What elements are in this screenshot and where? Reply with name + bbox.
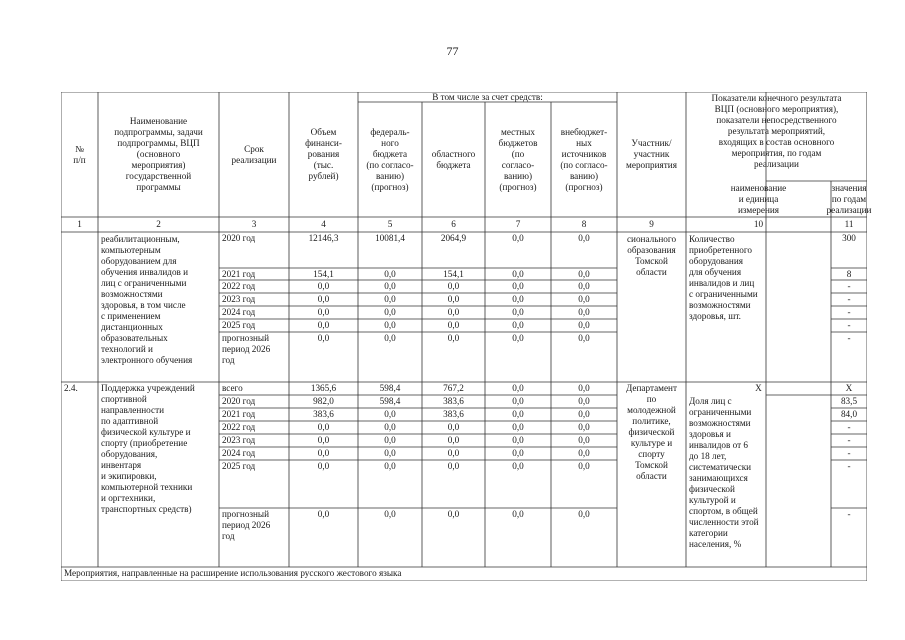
- section2-local: 0,0: [512, 461, 524, 471]
- section2-regional: 383,6: [443, 409, 464, 419]
- column-number: 4: [321, 219, 326, 229]
- column-number: 8: [581, 219, 587, 229]
- section2-federal: 0,0: [384, 422, 396, 432]
- header-extra: внебюджет- ных источников (по согласо- ванию) (прогноз): [560, 126, 608, 192]
- section2-local: 0,0: [512, 422, 524, 432]
- section2-ind-value: 83,5: [840, 396, 858, 406]
- section1-volume: 12146,3: [308, 233, 339, 243]
- section2-regional: 0,0: [447, 461, 460, 471]
- section1-extra: 0,0: [578, 233, 590, 243]
- section2-extra: 0,0: [578, 461, 590, 471]
- section2-extra: 0,0: [578, 509, 590, 519]
- section1-ind-value: -: [847, 294, 851, 304]
- section2-regional: 0,0: [447, 435, 460, 445]
- funding-table: [61, 91, 872, 581]
- section2-volume: 0,0: [317, 509, 330, 519]
- column-number: 10: [753, 219, 764, 229]
- section1-regional: 0,0: [447, 320, 460, 330]
- section1-volume: 0,0: [317, 281, 330, 291]
- column-number: 9: [649, 219, 654, 229]
- section1-ind-value: -: [847, 281, 851, 291]
- section1-ind-value: 300: [842, 233, 856, 243]
- section2-local: 0,0: [512, 448, 524, 458]
- header-indicators-group: Показатели конечного результата ВЦП (основного мероприятия), показатели непосредственного результата мероприятий, входящих в состав основного мероприятия, по годам реализации: [711, 93, 842, 169]
- column-number: 7: [515, 219, 521, 229]
- section2-ind-value: Х: [845, 383, 853, 393]
- section2-volume: 1365,6: [310, 383, 337, 393]
- header-name: Наименование подпрограммы, задачи подпрограммы, ВЦП (основного мероприятия) государственной программы: [114, 116, 203, 192]
- section2-local: 0,0: [512, 396, 524, 406]
- column-number: 5: [387, 219, 393, 229]
- section2-term: прогнозный период 2026 год: [222, 509, 271, 541]
- section2-term: 2024 год: [222, 448, 256, 458]
- section2-regional: 0,0: [447, 448, 460, 458]
- section1-regional: 154,1: [443, 269, 464, 279]
- section2-local: 0,0: [512, 383, 524, 393]
- section1-regional: 0,0: [447, 294, 460, 304]
- section1-local: 0,0: [512, 233, 524, 243]
- section1-ind-value: 8: [846, 269, 852, 279]
- section1-extra: 0,0: [578, 333, 590, 343]
- column-number: 3: [251, 219, 257, 229]
- section2-indicator: Доля лиц с ограниченными возможностями здоровья и инвалидов от 6 до 18 лет, систематически занимающихся физической культурой и спортом, в общей численности этой категории населения, %: [689, 396, 759, 549]
- section2-term: 2023 год: [222, 435, 256, 445]
- section1-local: 0,0: [512, 307, 524, 317]
- section1-federal: 0,0: [384, 307, 396, 317]
- section2-volume: 982,0: [313, 396, 334, 406]
- section1-term: 2021 год: [222, 269, 256, 279]
- section2-volume: 0,0: [317, 422, 330, 432]
- section2-federal: 598,4: [379, 396, 401, 406]
- section2-ind-value: 84,0: [840, 409, 858, 419]
- section2-regional: 0,0: [447, 422, 460, 432]
- section1-regional: 0,0: [447, 281, 460, 291]
- section2-extra: 0,0: [578, 383, 590, 393]
- section1-regional: 0,0: [447, 333, 460, 343]
- section1-participant: сионального образования Томской области: [626, 234, 677, 277]
- header-local: местных бюджетов (по согласо- ванию) (прогноз): [498, 126, 538, 192]
- section2-ind-value: -: [847, 509, 851, 519]
- section2-indicator-head: Х: [755, 383, 762, 393]
- section2-num: 2.4.: [64, 383, 78, 393]
- section2-ind-value: -: [847, 461, 851, 471]
- section1-volume: 0,0: [317, 294, 330, 304]
- section2-term: 2022 год: [222, 422, 256, 432]
- section1-regional: 2064,9: [440, 233, 467, 243]
- section2-name: Поддержка учреждений спортивной направленности по адаптивной физической культуре и спорту (приобретение оборудования, инвентаря и экипировки, компьютерной техники и оргтехники, транспортных средств): [101, 383, 195, 514]
- section2-volume: 0,0: [317, 435, 330, 445]
- section1-federal: 0,0: [384, 281, 396, 291]
- section1-volume: 0,0: [317, 333, 330, 343]
- section2-federal: 598,4: [379, 383, 401, 393]
- header-regional: областного бюджета: [431, 148, 476, 170]
- section2-federal: 0,0: [384, 409, 396, 419]
- section1-federal: 10081,4: [375, 233, 405, 243]
- header-federal: федераль- ного бюджета (по согласо- ванию) (прогноз): [366, 126, 414, 192]
- column-number: 2: [156, 219, 161, 229]
- section1-federal: 0,0: [384, 320, 396, 330]
- section2-federal: 0,0: [384, 509, 396, 519]
- section1-local: 0,0: [512, 281, 524, 291]
- section2-term: 2021 год: [222, 409, 256, 419]
- header-sources-group: В том числе за счет средств:: [432, 91, 543, 102]
- header-ind-values: значения по годам реализации: [826, 182, 872, 215]
- section1-term: 2020 год: [222, 233, 256, 243]
- section1-extra: 0,0: [578, 307, 590, 317]
- column-number: 6: [451, 219, 456, 229]
- section1-ind-value: -: [847, 333, 851, 343]
- column-number: 1: [77, 219, 82, 229]
- column-number: 11: [844, 219, 854, 229]
- section1-federal: 0,0: [384, 333, 396, 343]
- section1-local: 0,0: [512, 333, 524, 343]
- section2-federal: 0,0: [384, 435, 396, 445]
- section1-volume: 154,1: [313, 269, 334, 279]
- section1-term: 2023 год: [222, 294, 256, 304]
- section2-extra: 0,0: [578, 409, 590, 419]
- section2-local: 0,0: [512, 509, 524, 519]
- section2-extra: 0,0: [578, 396, 590, 406]
- section1-ind-value: -: [847, 320, 851, 330]
- section2-volume: 383,6: [313, 409, 334, 419]
- section2-local: 0,0: [512, 435, 524, 445]
- section2-regional: 767,2: [443, 383, 464, 393]
- header-term: Срок реализации: [231, 143, 277, 165]
- section1-ind-value: -: [847, 307, 851, 317]
- section2-regional: 383,6: [443, 396, 464, 406]
- header-participant: Участник/ участник мероприятия: [626, 138, 677, 170]
- section1-regional: 0,0: [447, 307, 460, 317]
- page-number: 77: [446, 44, 459, 58]
- section1-local: 0,0: [512, 269, 524, 279]
- section2-federal: 0,0: [384, 448, 396, 458]
- section2-participant: Департамент по молодежной политике, физической культуре и спорту Томской области: [626, 383, 677, 481]
- section2-term: 2025 год: [222, 461, 256, 471]
- section1-extra: 0,0: [578, 320, 590, 330]
- section1-extra: 0,0: [578, 294, 590, 304]
- section2-volume: 0,0: [317, 461, 330, 471]
- section1-federal: 0,0: [384, 294, 396, 304]
- section2-term: всего: [222, 383, 243, 393]
- section1-term: 2024 год: [222, 307, 256, 317]
- section2-term: 2020 год: [222, 396, 256, 406]
- section1-term: прогнозный период 2026 год: [222, 333, 271, 365]
- section1-indicator: Количество приобретенного оборудования для обучения инвалидов и лиц с ограниченными возможностями здоровья, шт.: [689, 234, 758, 321]
- section2-volume: 0,0: [317, 448, 330, 458]
- section2-regional: 0,0: [447, 509, 460, 519]
- section1-volume: 0,0: [317, 307, 330, 317]
- section2-federal: 0,0: [384, 461, 396, 471]
- section1-term: 2025 год: [222, 320, 256, 330]
- section1-volume: 0,0: [317, 320, 330, 330]
- section2-extra: 0,0: [578, 448, 590, 458]
- section2-ind-value: -: [847, 448, 851, 458]
- section1-federal: 0,0: [384, 269, 396, 279]
- section2-local: 0,0: [512, 409, 524, 419]
- header-volume: Объем финанси- рования (тыс. рублей): [305, 127, 342, 181]
- section2-ind-value: -: [847, 422, 851, 432]
- section1-extra: 0,0: [578, 281, 590, 291]
- section1-name: реабилитационным, компьютерным оборудованием для обучения инвалидов и лиц с ограниченными возможностями здоровья, в том числе с применением дистанционных образовательных технологий и электронного обучения: [101, 234, 193, 365]
- section2-ind-value: -: [847, 435, 851, 445]
- header-ind-name: наименование и единица измерения: [730, 182, 787, 215]
- section1-local: 0,0: [512, 294, 524, 304]
- section1-extra: 0,0: [578, 269, 590, 279]
- section1-local: 0,0: [512, 320, 524, 330]
- section1-term: 2022 год: [222, 281, 256, 291]
- section2-extra: 0,0: [578, 435, 590, 445]
- section2-extra: 0,0: [578, 422, 590, 432]
- footer-row-text: Мероприятия, направленные на расширение использования русского жестового языка: [64, 568, 402, 578]
- header-num: № п/п: [73, 143, 86, 165]
